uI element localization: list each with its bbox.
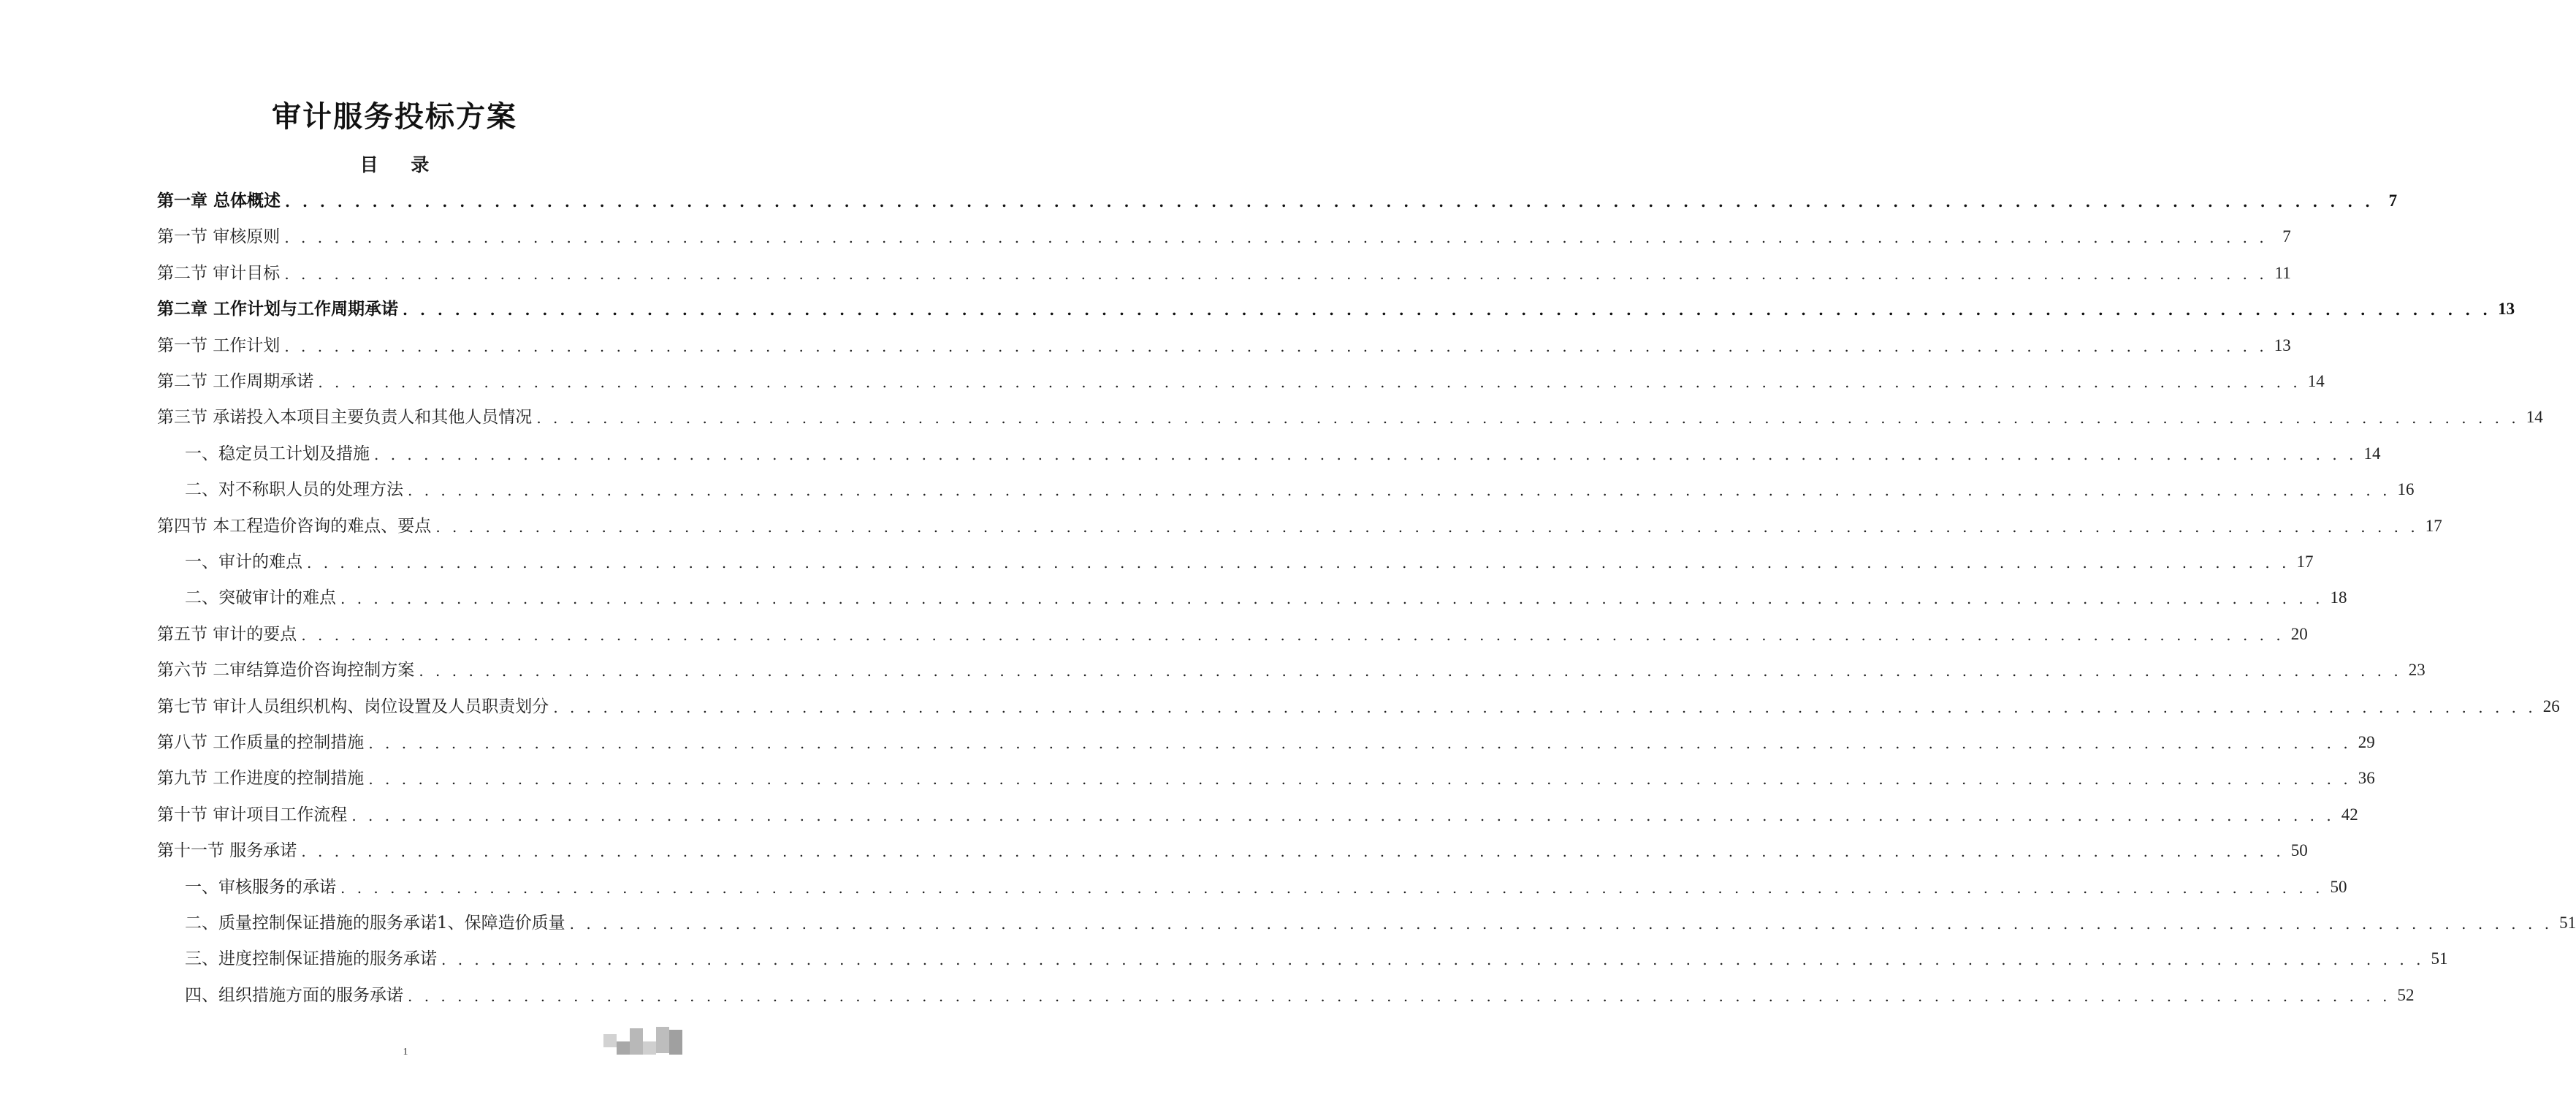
blurred-watermark-logo xyxy=(603,1027,682,1055)
toc-entry[interactable] xyxy=(185,439,2381,465)
toc-entry-page-number: 17 xyxy=(2296,553,2314,571)
toc-dot-leader: . . . . . . . . . . . . . . . . . . . . . . . . . . . . . . . . . . . . . . . . . . . . . . . . . . . . . . . . . . . . . . . . . . . . . . . . . . . . . . . . . . . . . . . . . . . . . . . . . . . . . . . . . . . . . . . . . . . . . . . . xyxy=(441,951,2425,969)
toc-entry-page-number: 50 xyxy=(2330,877,2347,896)
toc-dot-leader: . . . . . . . . . . . . . . . . . . . . . . . . . . . . . . . . . . . . . . . . . . . . . . . . . . . . . . . . . . . . . . . . . . . . . . . . . . . . . . . . . . . . . . . . . . . . . . . . . . . . . . . . . . . . . . . . . . . . . . . . xyxy=(374,445,2358,463)
watermark-block xyxy=(630,1028,643,1055)
toc-entry-page-number: 17 xyxy=(2425,516,2442,535)
toc-dot-leader: . . . . . . . . . . . . . . . . . . . . . . . . . . . . . . . . . . . . . . . . . . . . . . . . . . . . . . . . . . . . . . . . . . . . . . . . . . . . . . . . . . . . . . . . . . . . . . . . . . . . . . . . . . . . . . . . . . . . . . . . xyxy=(408,987,2391,1005)
toc-entry[interactable] xyxy=(185,944,2448,970)
toc-entry-page-number: 13 xyxy=(2274,335,2291,354)
toc-entry[interactable] xyxy=(157,258,2291,284)
toc-dot-leader: . . . . . . . . . . . . . . . . . . . . . . . . . . . . . . . . . . . . . . . . . . . . . . . . . . . . . . . . . . . . . . . . . . . . . . . . . . . . . . . . . . . . . . . . . . . . . . . . . . . . . . . . . . . . . . . . . . . . . . . . xyxy=(536,409,2520,428)
toc-entry-page-number: 52 xyxy=(2397,985,2415,1004)
toc-dot-leader: . . . . . . . . . . . . . . . . . . . . . . . . . . . . . . . . . . . . . . . . . . . . . . . . . . . . . . . . . . . . . . . . . . . . . . . . . . . . . . . . . . . . . . . . . . . . . . . . . . . . . . . . . . . . . . . . . . . . . . . . xyxy=(340,878,2324,897)
toc-entry-page-number: 14 xyxy=(2307,372,2325,390)
toc-dot-leader: . . . . . . . . . . . . . . . . . . . . . . . . . . . . . . . . . . . . . . . . . . . . . . . . . . . . . . . . . . . . . . . . . . . . . . . . . . . . . . . . . . . . . . . . . . . . . . . . . . . . . . . . . . . . . . . . . . . . . . . . xyxy=(340,590,2324,608)
watermark-block xyxy=(617,1041,630,1055)
toc-entry-label: 第八节 工作质量的控制措施 xyxy=(157,733,365,752)
toc-entry[interactable] xyxy=(157,763,2375,789)
toc-entry-label: 第一节 审核原则 xyxy=(157,227,281,247)
toc-entry-label: 三、进度控制保证措施的服务承诺 xyxy=(185,949,437,969)
toc-entry-label: 第一章 总体概述 xyxy=(157,191,281,210)
toc-dot-leader: . . . . . . . . . . . . . . . . . . . . . . . . . . . . . . . . . . . . . . . . . . . . . . . . . . . . . . . . . . . . . . . . . . . . . . . . . . . . . . . . . . . . . . . . . . . . . . . . . . . . . . . . . . . . . . . . . . . . . . . . xyxy=(351,806,2335,824)
toc-entry-page-number: 29 xyxy=(2358,733,2375,751)
toc-dot-leader: . . . . . . . . . . . . . . . . . . . . . . . . . . . . . . . . . . . . . . . . . . . . . . . . . . . . . . . . . . . . . . . . . . . . . . . . . . . . . . . . . . . . . . . . . . . . . . . . . . . . . . . . . . . . . . . . . . . . . . . . xyxy=(307,554,2290,572)
toc-entry[interactable] xyxy=(157,402,2543,428)
toc-entry[interactable] xyxy=(185,547,2314,573)
toc-entry-page-number: 42 xyxy=(2341,805,2358,824)
toc-entry-label: 二、对不称职人员的处理方法 xyxy=(185,480,403,500)
toc-dot-leader: . . . . . . . . . . . . . . . . . . . . . . . . . . . . . . . . . . . . . . . . . . . . . . . . . . . . . . . . . . . . . . . . . . . . . . . . . . . . . . . . . . . . . . . . . . . . . . . . . . . . . . . . . . . . . . . . . . . . . . . . xyxy=(408,482,2391,500)
toc-entry[interactable] xyxy=(157,511,2442,537)
toc-dot-leader: . . . . . . . . . . . . . . . . . . . . . . . . . . . . . . . . . . . . . . . . . . . . . . . . . . . . . . . . . . . . . . . . . . . . . . . . . . . . . . . . . . . . . . . . . . . . . . . . . . . . . . . . . . . . . . . . . . . . . . . . xyxy=(419,662,2402,680)
toc-entry-label: 一、稳定员工计划及措施 xyxy=(185,444,370,463)
toc-entry-page-number: 16 xyxy=(2397,480,2415,499)
toc-dot-leader: . . . . . . . . . . . . . . . . . . . . . . . . . . . . . . . . . . . . . . . . . . . . . . . . . . . . . . . . . . . . . . . . . . . . . . . . . . . . . . . . . . . . . . . . . . . . . . . . . . . . . . . . . . . . . . . . . . . . . . . . xyxy=(301,843,2285,861)
toc-entry-label: 第十节 审计项目工作流程 xyxy=(157,805,348,824)
watermark-block xyxy=(603,1034,617,1047)
watermark-block xyxy=(669,1030,682,1055)
toc-dot-leader: . . . . . . . . . . . . . . . . . . . . . . . . . . . . . . . . . . . . . . . . . . . . . . . . . . . . . . . . . . . . . . . . . . . . . . . . . . . . . . . . . . . . . . . . . . . . . . . . . . . . . . . . . . . . . . . . . . . . . . . . xyxy=(301,626,2285,644)
toc-entry-label: 二、突破审计的难点 xyxy=(185,588,336,608)
toc-entry[interactable] xyxy=(157,619,2308,645)
watermark-block xyxy=(656,1027,669,1053)
toc-entry[interactable] xyxy=(185,474,2415,501)
toc-entry-page-number: 26 xyxy=(2542,696,2560,715)
toc-entry[interactable] xyxy=(157,330,2291,357)
toc-entry-label: 一、审核服务的承诺 xyxy=(185,877,336,897)
watermark-block xyxy=(643,1041,656,1055)
toc-dot-leader: . . . . . . . . . . . . . . . . . . . . . . . . . . . . . . . . . . . . . . . . . . . . . . . . . . . . . . . . . . . . . . . . . . . . . . . . . . . . . . . . . . . . . . . . . . . . . . . . . . . . . . . . . . . . . . . . . . . . . . . . xyxy=(569,915,2553,933)
toc-entry[interactable] xyxy=(157,727,2375,754)
toc-entry-label: 第十一节 服务承诺 xyxy=(157,841,297,861)
toc-entry[interactable] xyxy=(157,294,2515,320)
toc-entry-page-number: 51 xyxy=(2559,914,2576,932)
toc-dot-leader: . . . . . . . . . . . . . . . . . . . . . . . . . . . . . . . . . . . . . . . . . . . . . . . . . . . . . . . . . . . . . . . . . . . . . . . . . . . . . . . . . . . . . . . . . . . . . . . . . . . . . . . . . . . . . . . . . . . . . . . . xyxy=(553,698,2537,716)
toc-entry-label: 第九节 工作进度的控制措施 xyxy=(157,769,365,789)
toc-heading: 目 录 xyxy=(359,154,443,175)
toc-dot-leader: . . . . . . . . . . . . . . . . . . . . . . . . . . . . . . . . . . . . . . . . . . . . . . . . . . . . . . . . . . . . . . . . . . . . . . . . . . . . . . . . . . . . . . . . . . . . . . . . . . . . . . . . . . . . . . . . . . . . . . . . xyxy=(368,770,2352,789)
toc-entry-page-number: 13 xyxy=(2498,300,2515,319)
toc-entry-label: 第三节 承诺投入本项目主要负责人和其他人员情况 xyxy=(157,408,533,428)
toc-entry-page-number: 14 xyxy=(2363,444,2381,463)
toc-dot-leader: . . . . . . . . . . . . . . . . . . . . . . . . . . . . . . . . . . . . . . . . . . . . . . . . . . . . . . . . . . . . . . . . . . . . . . . . . . . . . . . . . . . . . . . . . . . . . . . . . . . . . . . . . . . . . . . . . . . . . . . . xyxy=(435,517,2419,536)
toc-entry-label: 第二节 工作周期承诺 xyxy=(157,372,314,391)
toc-dot-leader: . . . . . . . . . . . . . . . . . . . . . . . . . . . . . . . . . . . . . . . . . . . . . . . . . . . . . . . . . . . . . . . . . . . . . . . . . . . . . . . . . . . . . . . . . . . . . . . . . . . . . . . . . . . . . . . . . . . . . . . . xyxy=(284,229,2268,247)
toc-dot-leader: . . . . . . . . . . . . . . . . . . . . . . . . . . . . . . . . . . . . . . . . . . . . . . . . . . . . . . . . . . . . . . . . . . . . . . . . . . . . . . . . . . . . . . . . . . . . . . . . . . . . . . . . . . . . . . . . . . . . . . . . xyxy=(284,337,2268,355)
toc-entry-label: 第四节 本工程造价咨询的难点、要点 xyxy=(157,516,432,536)
toc-entry-label: 第五节 审计的要点 xyxy=(157,624,297,644)
toc-entry[interactable] xyxy=(185,872,2347,898)
toc-entry[interactable] xyxy=(157,835,2308,862)
toc-entry-label: 第六节 二审结算造价咨询控制方案 xyxy=(157,661,415,680)
toc-dot-leader: . . . . . . . . . . . . . . . . . . . . . . . . . . . . . . . . . . . . . . . . . . . . . . . . . . . . . . . . . . . . . . . . . . . . . . . . . . . . . . . . . . . . . . . . . . . . . . . . . . . . . . . . . . . . . . . . . . . . . . . . xyxy=(285,193,2374,210)
toc-entry-label: 第七节 审计人员组织机构、岗位设置及人员职责划分 xyxy=(157,696,549,716)
toc-entry[interactable] xyxy=(157,186,2398,212)
toc-entry[interactable] xyxy=(157,691,2560,718)
toc-entry-page-number: 50 xyxy=(2290,841,2308,860)
toc-entry[interactable] xyxy=(157,366,2325,392)
toc-entry-page-number: 18 xyxy=(2330,588,2347,607)
toc-entry[interactable] xyxy=(185,980,2415,1006)
toc-entry-label: 第二章 工作计划与工作周期承诺 xyxy=(157,299,399,319)
toc-dot-leader: . . . . . . . . . . . . . . . . . . . . . . . . . . . . . . . . . . . . . . . . . . . . . . . . . . . . . . . . . . . . . . . . . . . . . . . . . . . . . . . . . . . . . . . . . . . . . . . . . . . . . . . . . . . . . . . . . . . . . . . . xyxy=(284,265,2268,283)
toc-dot-leader: . . . . . . . . . . . . . . . . . . . . . . . . . . . . . . . . . . . . . . . . . . . . . . . . . . . . . . . . . . . . . . . . . . . . . . . . . . . . . . . . . . . . . . . . . . . . . . . . . . . . . . . . . . . . . . . . . . . . . . . . xyxy=(368,734,2352,752)
toc-entry-label: 一、审计的难点 xyxy=(185,553,302,572)
toc-entry-page-number: 36 xyxy=(2358,769,2375,788)
toc-dot-leader: . . . . . . . . . . . . . . . . . . . . . . . . . . . . . . . . . . . . . . . . . . . . . . . . . . . . . . . . . . . . . . . . . . . . . . . . . . . . . . . . . . . . . . . . . . . . . . . . . . . . . . . . . . . . . . . . . . . . . . . . xyxy=(318,373,2301,391)
toc-entry-label: 第一节 工作计划 xyxy=(157,335,281,355)
toc-entry[interactable] xyxy=(157,655,2426,681)
document-title: 审计服务投标方案 xyxy=(272,99,517,134)
toc-entry-label: 四、组织措施方面的服务承诺 xyxy=(185,985,403,1005)
toc-entry-page-number: 7 xyxy=(2282,227,2291,246)
toc-entry-page-number: 14 xyxy=(2526,408,2543,427)
toc-entry-page-number: 20 xyxy=(2290,624,2308,643)
toc-entry-label: 第二节 审计目标 xyxy=(157,263,281,283)
toc-entry-page-number: 7 xyxy=(2388,191,2398,210)
toc-entry-page-number: 23 xyxy=(2408,661,2426,680)
toc-dot-leader: . . . . . . . . . . . . . . . . . . . . . . . . . . . . . . . . . . . . . . . . . . . . . . . . . . . . . . . . . . . . . . . . . . . . . . . . . . . . . . . . . . . . . . . . . . . . . . . . . . . . . . . . . . . . . . . . . . . . . . . . xyxy=(403,301,2492,319)
toc-entry-page-number: 51 xyxy=(2431,949,2448,968)
toc-entry[interactable] xyxy=(157,221,2291,248)
toc-entry[interactable] xyxy=(185,908,2576,934)
toc-entry-label: 二、质量控制保证措施的服务承诺1、保障造价质量 xyxy=(185,914,565,933)
toc-entry-page-number: 11 xyxy=(2274,263,2291,282)
page-number: 1 xyxy=(403,1047,408,1058)
toc-entry[interactable] xyxy=(157,800,2358,826)
toc-entry[interactable] xyxy=(185,582,2347,609)
